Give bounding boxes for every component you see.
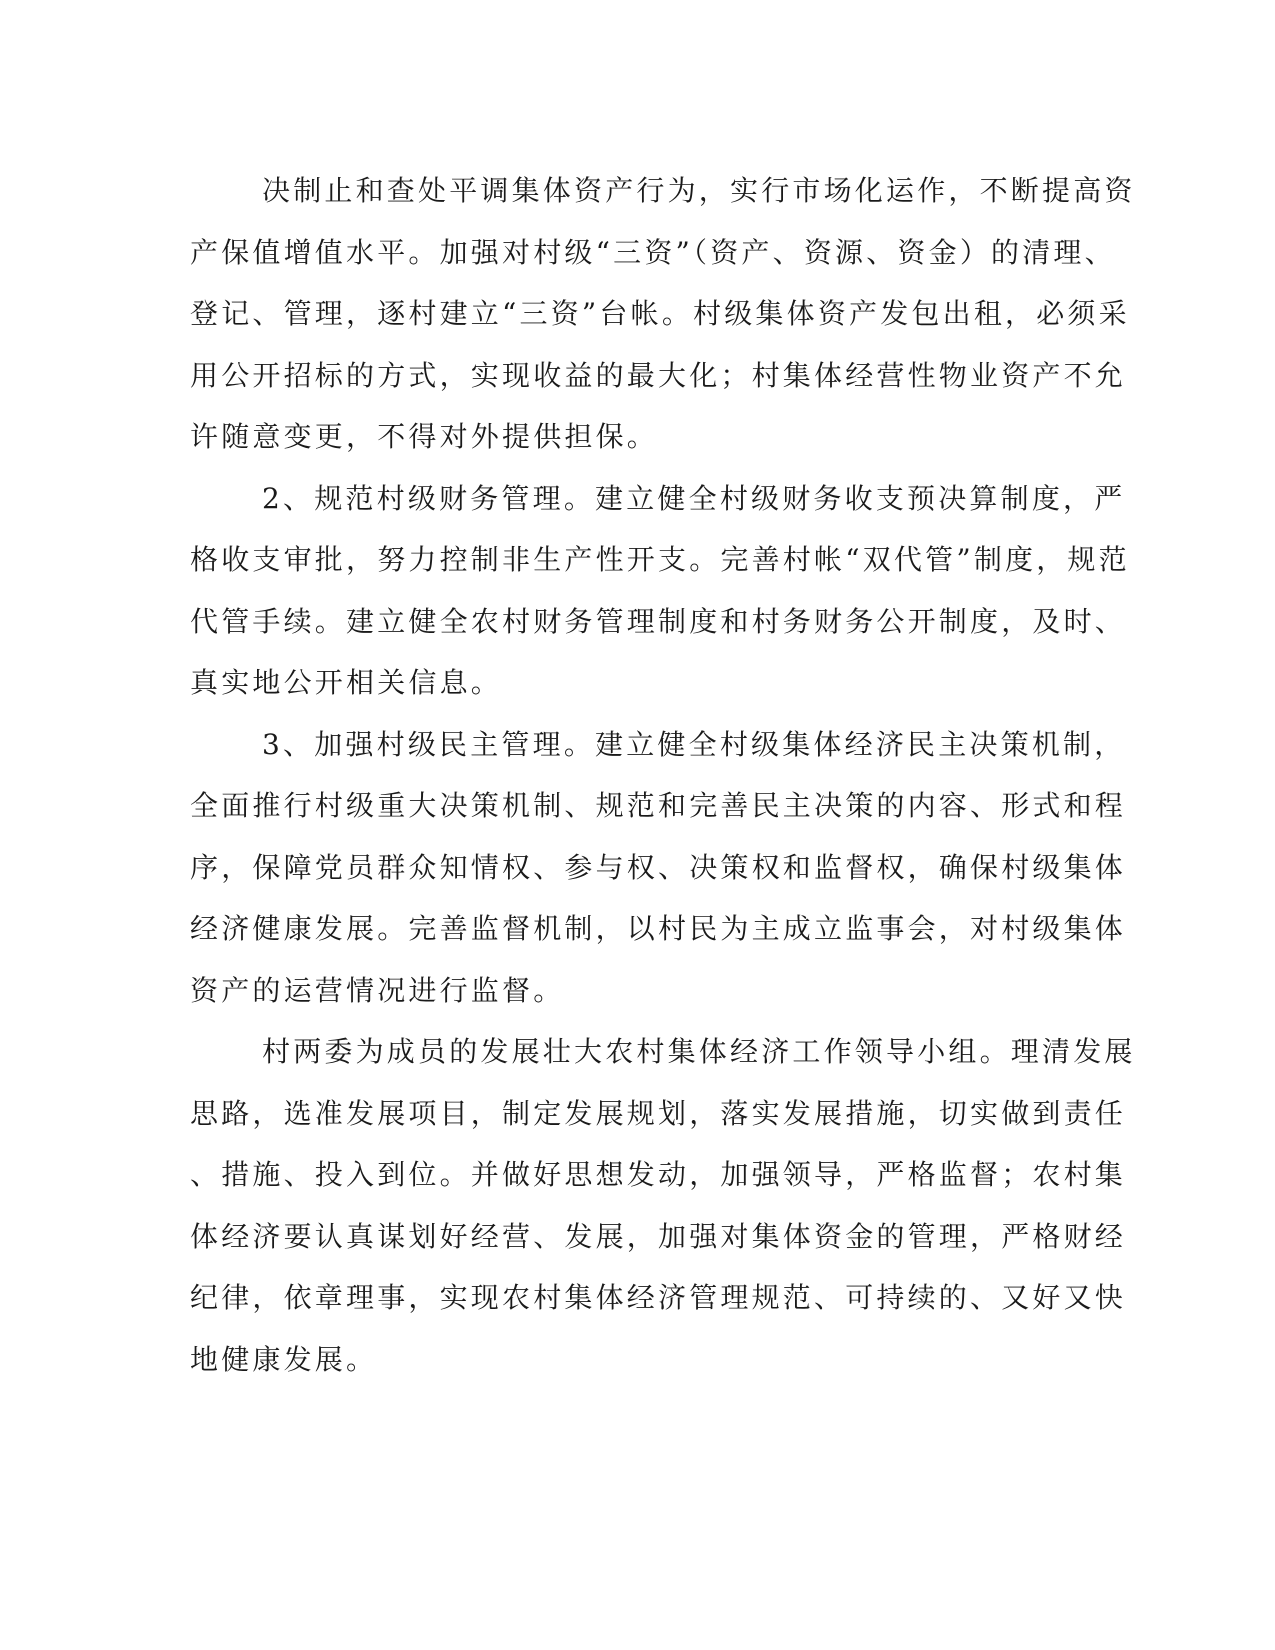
text-line: 资产的运营情况进行监督。 bbox=[190, 973, 565, 1007]
text-line: 格收支审批，努力控制非生产性开支。完善村帐“双代管”制度，规范 bbox=[190, 543, 1130, 576]
paragraph-asset-management bbox=[190, 160, 1136, 468]
text-line: 3、加强村级民主管理。建立健全村级集体经济民主决策机制， bbox=[262, 727, 1126, 761]
text-line: 全面推行村级重大决策机制、规范和完善民主决策的内容、形式和程 bbox=[190, 789, 1127, 822]
paragraph-finance-management bbox=[190, 468, 1130, 714]
text-line: 代管手续。建立健全农村财务管理制度和村务财务公开制度，及时、 bbox=[190, 604, 1127, 638]
text-line: 、措施、投入到位。并做好思想发动，加强领导，严格监督；农村集 bbox=[190, 1158, 1127, 1191]
text-line: 纪律，依章理事，实现农村集体经济管理规范、可持续的、又好又快 bbox=[190, 1281, 1127, 1314]
text-line: 2、规范村级财务管理。建立健全村级财务收支预决算制度，严 bbox=[262, 481, 1126, 515]
text-line: 经济健康发展。完善监督机制，以村民为主成立监事会，对村级集体 bbox=[190, 912, 1127, 945]
text-line: 序，保障党员群众知情权、参与权、决策权和监督权，确保村级集体 bbox=[190, 850, 1127, 884]
text-line: 体经济要认真谋划好经营、发展，加强对集体资金的管理，严格财经 bbox=[190, 1219, 1127, 1253]
paragraph-democratic-management bbox=[190, 714, 1127, 1022]
text-line: 决制止和查处平调集体资产行为，实行市场化运作，不断提高资 bbox=[262, 174, 1136, 207]
text-line: 村两委为成员的发展壮大农村集体经济工作领导小组。理清发展 bbox=[262, 1035, 1136, 1068]
text-line: 许随意变更，不得对外提供担保。 bbox=[190, 420, 659, 453]
text-line: 地健康发展。 bbox=[190, 1342, 378, 1376]
text-line: 思路，选准发展项目，制定发展规划，落实发展措施，切实做到责任 bbox=[190, 1096, 1127, 1130]
text-line: 登记、管理，逐村建立“三资”台帐。村级集体资产发包出租，必须采 bbox=[190, 297, 1130, 330]
paragraph-leadership-group bbox=[190, 1021, 1136, 1390]
text-line: 用公开招标的方式，实现收益的最大化；村集体经营性物业资产不允 bbox=[190, 358, 1127, 392]
text-line: 产保值增值水平。加强对村级“三资”（资产、资源、资金）的清理、 bbox=[190, 235, 1116, 269]
text-line: 真实地公开相关信息。 bbox=[190, 666, 503, 699]
document-body bbox=[190, 160, 1136, 1390]
